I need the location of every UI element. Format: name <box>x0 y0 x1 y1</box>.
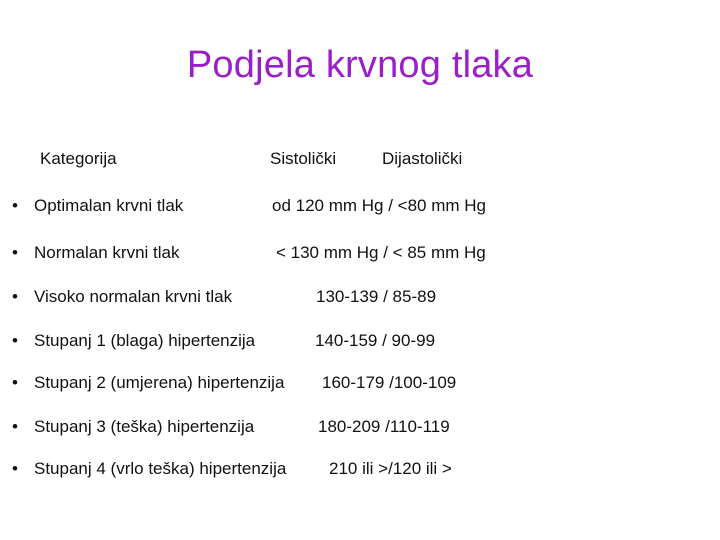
page-title: Podjela krvnog tlaka <box>186 44 534 86</box>
pressure-value: 140-159 / 90-99 <box>315 331 436 350</box>
bullet-icon: • <box>12 331 18 350</box>
category-label: Stupanj 1 (blaga) hipertenzija <box>34 331 256 350</box>
category-label: Stupanj 3 (teška) hipertenzija <box>34 417 255 436</box>
list-item-grade-1 <box>0 331 720 355</box>
pressure-value: 130-139 / 85-89 <box>316 287 437 306</box>
bullet-icon: • <box>12 459 18 478</box>
list-item-high-normal <box>0 287 720 311</box>
category-label: Stupanj 4 (vrlo teška) hipertenzija <box>34 459 287 478</box>
pressure-value: od 120 mm Hg / <80 mm Hg <box>272 196 487 215</box>
pressure-value: < 130 mm Hg / < 85 mm Hg <box>276 243 486 262</box>
list-item-grade-2 <box>0 373 720 397</box>
header-systolic: Sistolički <box>270 149 337 168</box>
header-category: Kategorija <box>40 149 117 168</box>
category-label: Normalan krvni tlak <box>34 243 180 262</box>
list-item-grade-3 <box>0 417 720 441</box>
pressure-value: 180-209 /110-119 <box>318 417 450 436</box>
bullet-icon: • <box>12 287 18 306</box>
list-item-grade-4 <box>0 459 720 483</box>
bullet-icon: • <box>12 196 18 215</box>
pressure-value: 210 ili >/120 ili > <box>329 459 452 478</box>
bullet-icon: • <box>12 417 18 436</box>
category-label: Optimalan krvni tlak <box>34 196 184 215</box>
list-item-optimal <box>0 196 720 220</box>
list-item-normal <box>0 243 720 267</box>
pressure-value: 160-179 /100-109 <box>322 373 457 392</box>
bullet-icon: • <box>12 373 18 392</box>
header-diastolic: Dijastolički <box>382 149 463 168</box>
category-label: Stupanj 2 (umjerena) hipertenzija <box>34 373 285 392</box>
category-label: Visoko normalan krvni tlak <box>34 287 233 306</box>
bullet-icon: • <box>12 243 18 262</box>
